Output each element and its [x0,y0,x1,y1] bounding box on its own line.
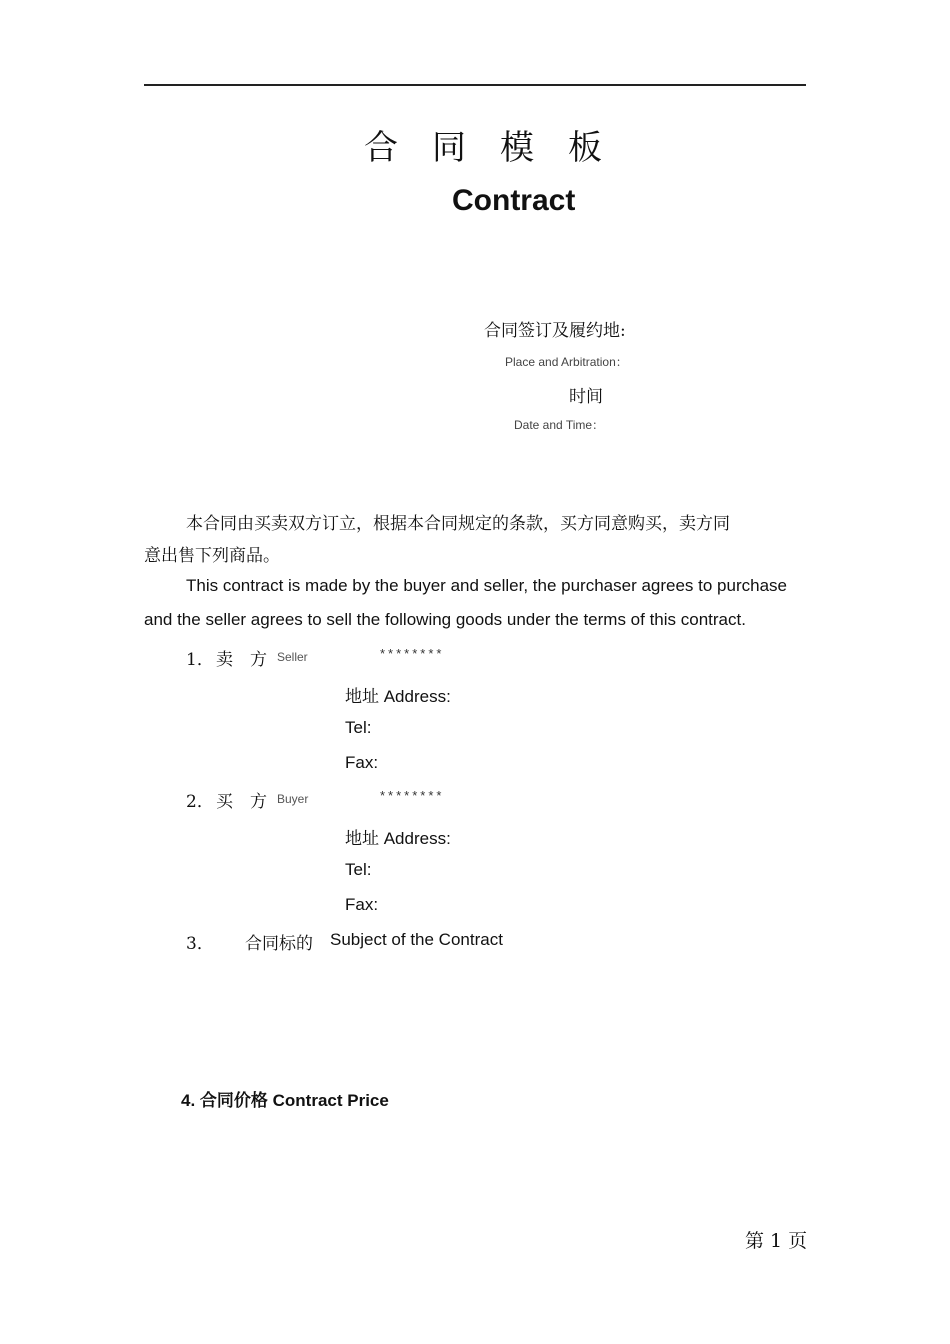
place-label-en: Place and Arbitration： [505,355,628,369]
header-rule [144,84,806,86]
seller-tel: Tel: [345,718,372,737]
subject-number: 3． [186,934,214,954]
buyer-label-en: Buyer [277,792,309,806]
seller-name: ******** [380,646,445,661]
subject-label-en: Subject of the Contract [330,930,503,949]
title-chinese [0,120,950,169]
buyer-address: 地址 Address: [345,829,451,848]
title-char: 同 [432,128,468,168]
place-label-cn: 合同签订及履约地: [484,321,626,341]
seller-fax: Fax: [345,753,379,772]
title-char: 合 [364,128,400,168]
intro-en-line1: This contract is made by the buyer and seller, the purchaser agrees to purchase [186,576,787,595]
title-english: Contract [452,184,576,217]
time-label-cn: 时间 [569,387,603,407]
title-char: 模 [500,128,536,168]
buyer-number: 2． [186,792,214,812]
intro-cn-line2: 意出售下列商品。 [144,546,280,566]
seller-label-cn: 卖 方 [216,650,267,670]
intro-en-line2: and the seller agrees to sell the following goods under the terms of this contract. [144,610,746,629]
buyer-fax: Fax: [345,895,379,914]
price-heading: 4. 合同价格 Contract Price [181,1091,389,1110]
subject-label-cn: 合同标的 [245,934,313,954]
seller-address: 地址 Address: [345,687,451,706]
buyer-label-cn: 买 方 [216,792,267,812]
page-number: 第 1 页 [745,1230,808,1252]
seller-number: 1． [186,650,214,670]
intro-cn-line1: 本合同由买卖双方订立，根据本合同规定的条款，买方同意购买，卖方同 [186,514,730,534]
buyer-tel: Tel: [345,860,372,879]
buyer-name: ******** [380,788,445,803]
seller-label-en: Seller [277,650,308,664]
time-label-en: Date and Time： [514,418,605,432]
title-char: 板 [568,128,604,168]
